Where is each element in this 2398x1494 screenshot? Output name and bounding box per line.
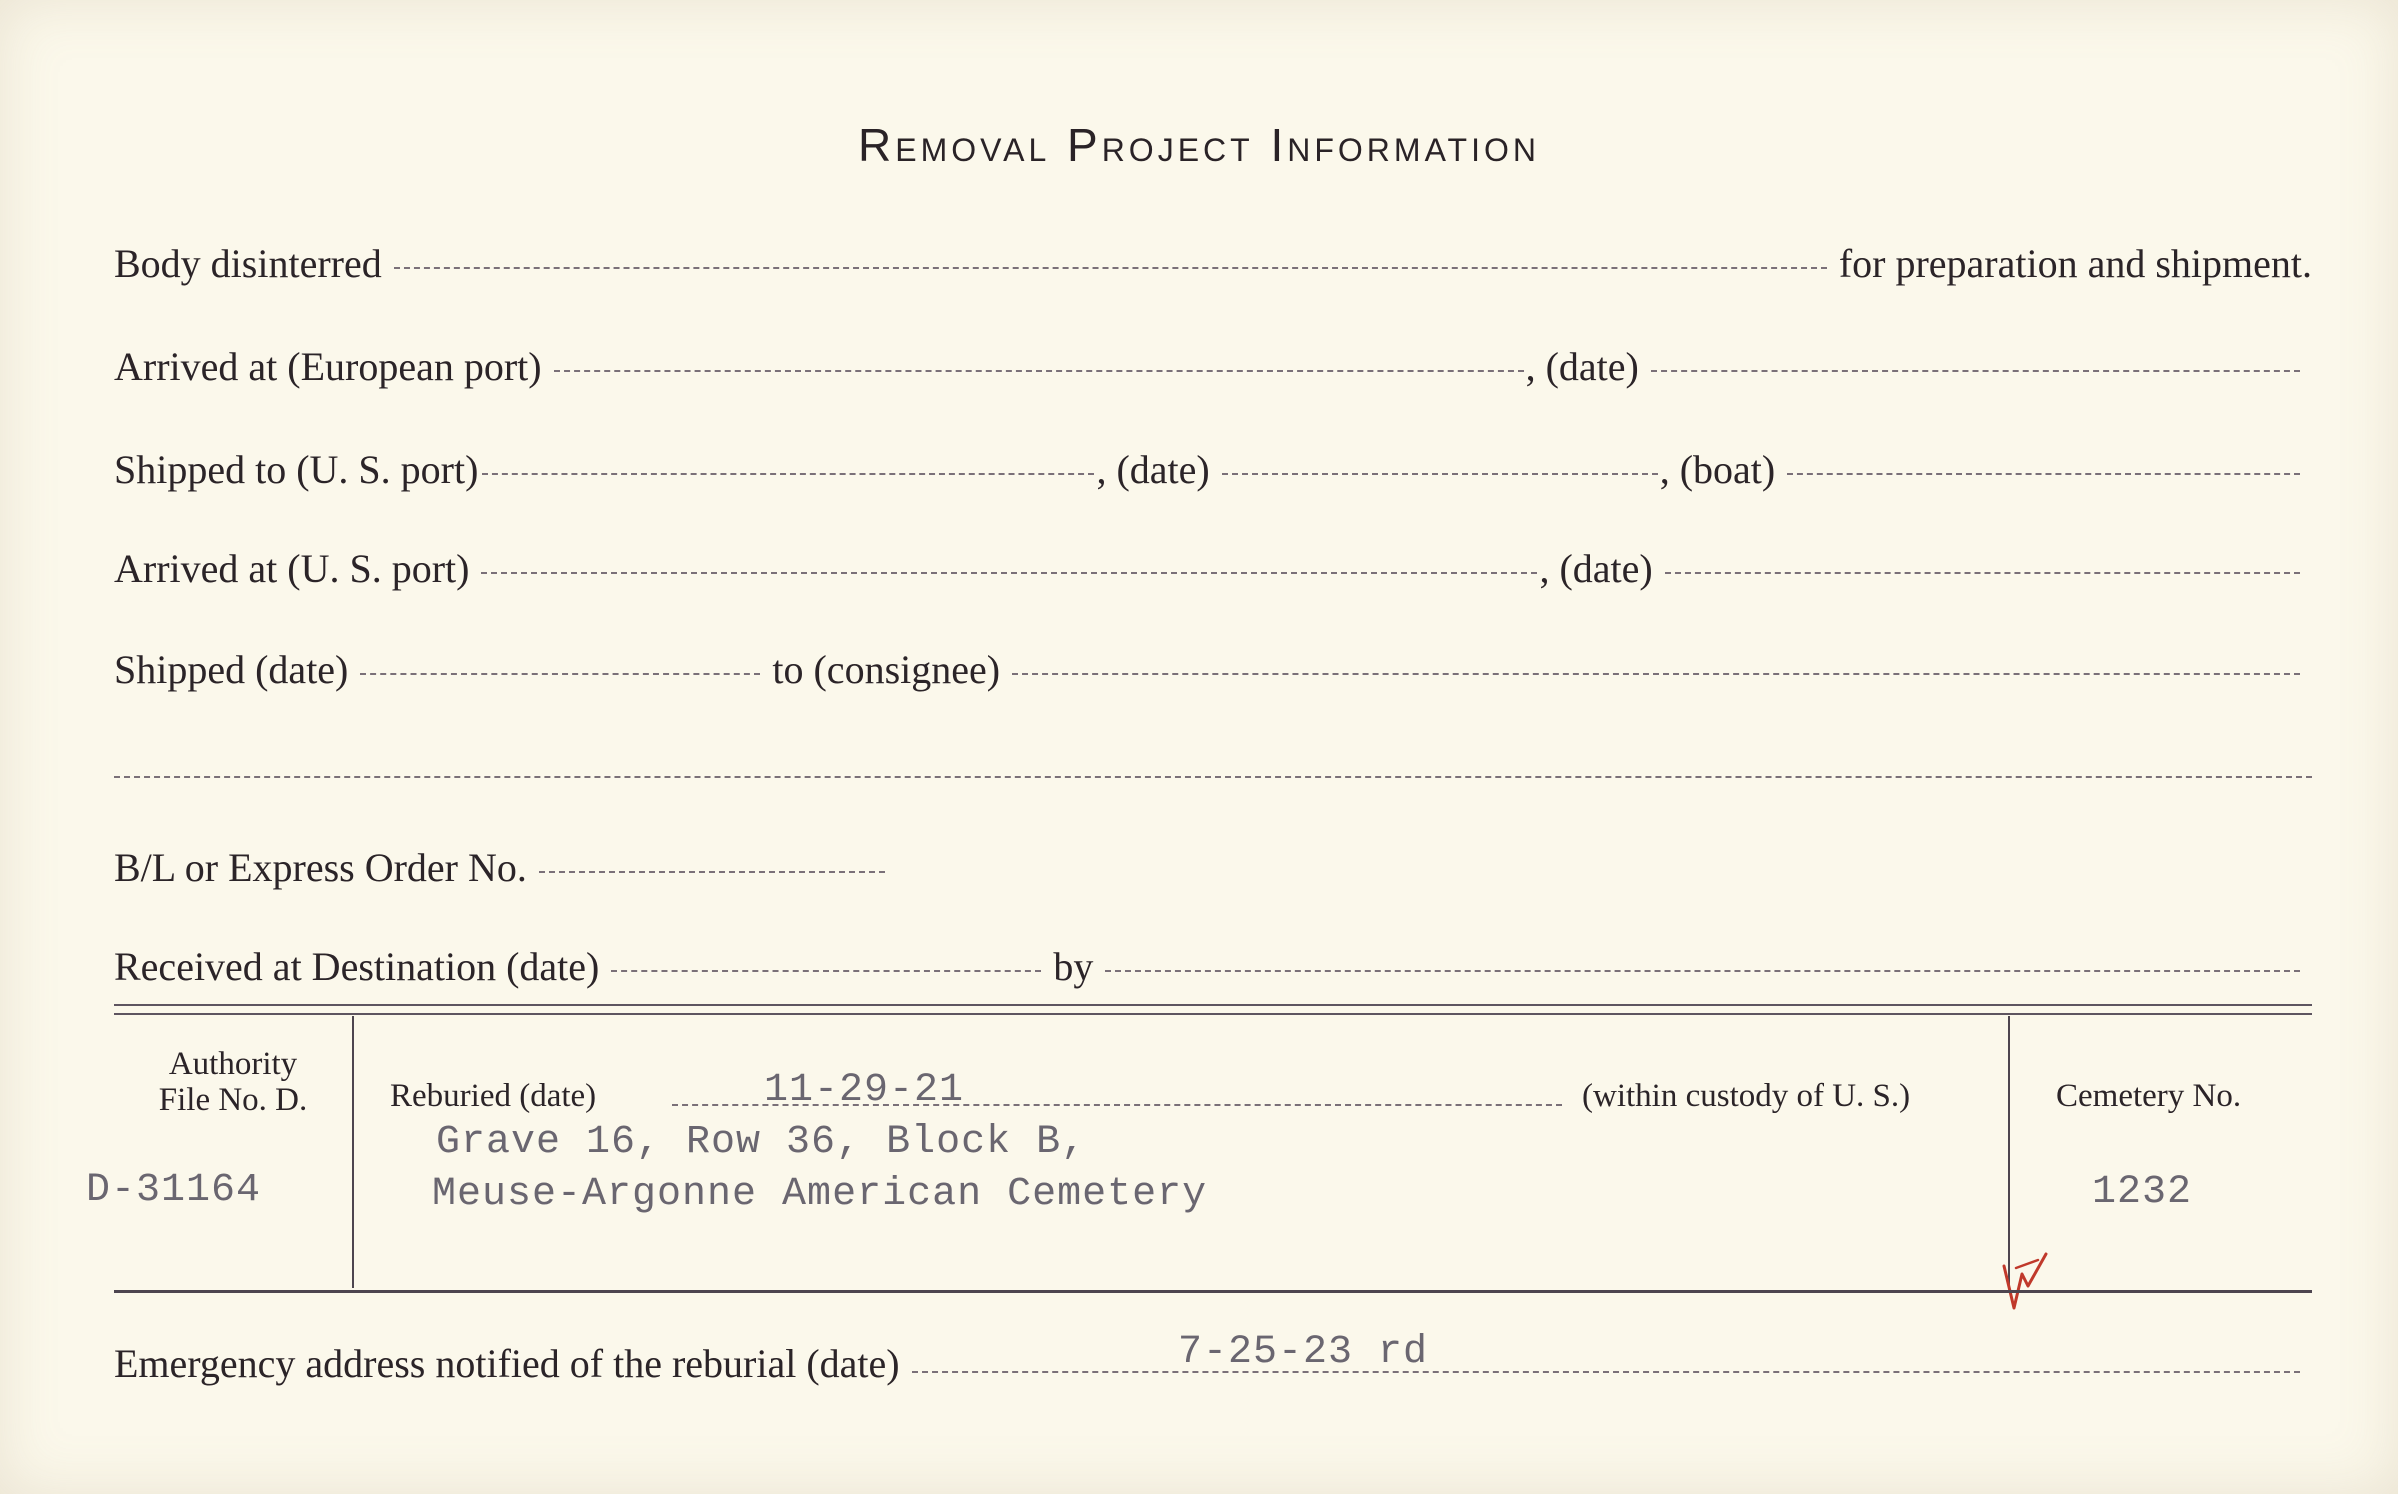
grave-location-line-2: Meuse-Argonne American Cemetery bbox=[432, 1172, 1208, 1217]
row-arrived-us bbox=[114, 545, 2312, 595]
field-date-3[interactable] bbox=[1665, 572, 2300, 574]
red-check-mark-icon bbox=[1998, 1246, 2054, 1318]
row-shipped-to-us bbox=[114, 446, 2312, 496]
field-date-2[interactable] bbox=[1222, 473, 1658, 475]
label-emergency-address: Emergency address notified of the reburial (date) bbox=[114, 1341, 900, 1386]
label-boat: , (boat) bbox=[1659, 447, 1776, 492]
label-arrived-european: Arrived at (European port) bbox=[114, 344, 542, 389]
field-bl-express[interactable] bbox=[539, 871, 885, 873]
cemetery-number: 1232 bbox=[2092, 1170, 2193, 1215]
field-european-port[interactable] bbox=[554, 370, 1524, 372]
reburied-date-value: 11-29-21 bbox=[764, 1068, 965, 1113]
row-shipped-date bbox=[114, 646, 2312, 696]
row-received-destination bbox=[114, 943, 2312, 993]
label-bl-express: B/L or Express Order No. bbox=[114, 845, 527, 890]
field-date-1[interactable] bbox=[1651, 370, 2300, 372]
grave-location-line-1: Grave 16, Row 36, Block B, bbox=[436, 1120, 1087, 1165]
label-for-preparation: for preparation and shipment. bbox=[1838, 241, 2312, 286]
row-arrived-european bbox=[114, 343, 2312, 393]
label-cemetery-no: Cemetery No. bbox=[2056, 1078, 2242, 1114]
label-received-destination: Received at Destination (date) bbox=[114, 944, 600, 989]
field-received-date[interactable] bbox=[611, 970, 1041, 972]
row-body-disinterred bbox=[114, 240, 2312, 290]
label-date-3: , (date) bbox=[1539, 546, 1653, 591]
row-bl-express bbox=[114, 844, 2312, 894]
field-body-disinterred[interactable] bbox=[394, 267, 1827, 269]
card-title: Removal Project Information bbox=[858, 119, 1540, 171]
field-received-by[interactable] bbox=[1105, 970, 2300, 972]
label-date-1: , (date) bbox=[1525, 344, 1639, 389]
label-shipped-to-us: Shipped to (U. S. port) bbox=[114, 447, 479, 492]
field-us-port[interactable] bbox=[482, 473, 1094, 475]
table-bottom-rule bbox=[114, 1290, 2312, 1293]
field-arrived-us-port[interactable] bbox=[481, 572, 1537, 574]
authority-file-number: D-31164 bbox=[86, 1168, 262, 1213]
table-divider-left bbox=[352, 1016, 354, 1288]
label-authority-file: Authority File No. D. bbox=[158, 1046, 308, 1118]
label-date-2: , (date) bbox=[1096, 447, 1210, 492]
label-arrived-us: Arrived at (U. S. port) bbox=[114, 546, 470, 591]
field-boat[interactable] bbox=[1787, 473, 2300, 475]
field-consignee[interactable] bbox=[1012, 673, 2300, 675]
field-shipped-date[interactable] bbox=[360, 673, 760, 675]
table-top-rule bbox=[114, 1004, 2312, 1015]
label-reburied-date: Reburied (date) bbox=[390, 1078, 597, 1114]
label-custody-note: (within custody of U. S.) bbox=[1582, 1078, 1911, 1114]
emergency-date-value: 7-25-23 rd bbox=[1178, 1330, 1429, 1375]
field-emergency-date[interactable] bbox=[912, 1371, 2300, 1373]
label-to-consignee: to (consignee) bbox=[772, 647, 1001, 692]
label-body-disinterred: Body disinterred bbox=[114, 241, 382, 286]
field-consignee-continued[interactable] bbox=[114, 776, 2312, 778]
label-shipped-date: Shipped (date) bbox=[114, 647, 349, 692]
label-by: by bbox=[1053, 944, 1094, 989]
